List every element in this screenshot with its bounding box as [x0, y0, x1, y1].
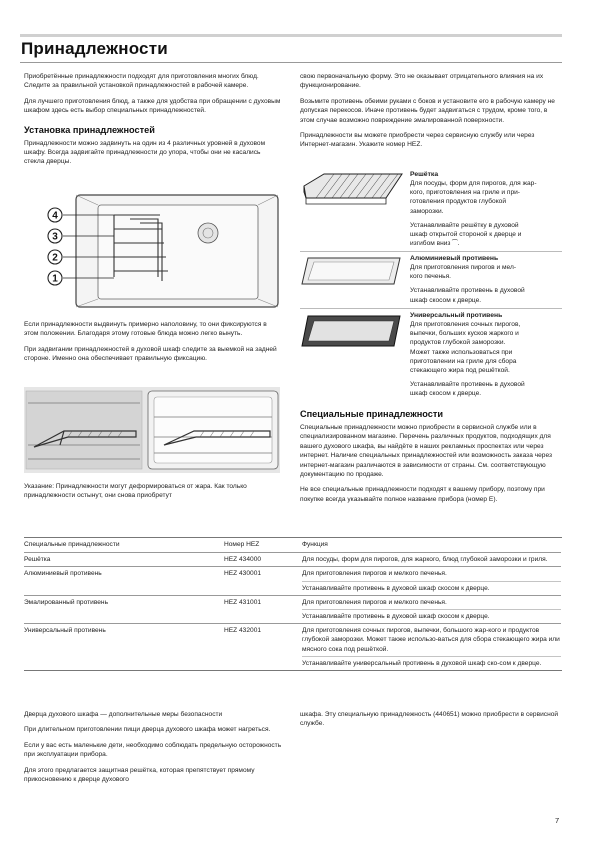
accessory-desc-line: заморозки. [410, 207, 444, 215]
special-paragraph-2: Не все специальные принадлежности подходят к вашему прибору, поэтому при покупке всегда указывайте полное название прибора (номер E). [300, 486, 545, 503]
special-paragraph-1: Специальные принадлежности можно приобрести в сервисной службе или в специализированном магазине. Перечень различных продуктов, подходящих для вашего духового шкафа, вы найдёте в наших рекламных проспектах или через интернет. Наличие специальных принадлежностей или возможность заказа через интернет-магазин различаются в зависимости от страны. См. соответствующую документацию по продаже. [300, 424, 553, 479]
accessory-desc-line: готовления продуктов глубокой [410, 198, 507, 206]
install-heading: Установка принадлежностей [24, 124, 155, 135]
accessory-desc-line: Может также использоваться при [410, 348, 513, 356]
accessory-wire-rack [410, 170, 562, 248]
level-1-label: 1 [52, 273, 58, 285]
accessory-universal-pan [410, 311, 562, 399]
half-pull-paragraph: Если принадлежности выдвинуть примерно наполовину, то они фиксируются в этом положении. Благодаря этому готовые блюда можно легко вынуть. [24, 321, 267, 338]
table-cell-hez: HEZ 434000 [224, 553, 302, 567]
table-cell-hez: HEZ 431001 [224, 595, 302, 623]
level-4-label: 4 [52, 210, 58, 222]
table-bottom-rule [24, 670, 562, 671]
table-header: Специальные принадлежности [24, 541, 120, 548]
level-3-label: 3 [52, 231, 58, 243]
bottom-left-column [24, 710, 282, 790]
page-number: 7 [555, 816, 560, 825]
accessory-desc-line: кого, приготовления на гриле и при- [410, 189, 521, 197]
accessory-hint-line: Устанавливайте противень в духовой [410, 287, 525, 295]
accessory-name: Алюминиевый противень [410, 255, 499, 262]
title-rule [20, 62, 562, 63]
table-cell-name: Эмалированный противень [24, 595, 224, 623]
accessory-hint-line: изгибом вниз ⁀. [410, 240, 460, 248]
right-paragraph-2: Возьмите противень обеими руками с боков и установите его в рабочую камеру не допуская перекосов. Иначе противень будет задвигаться с трудом, кроме того, в этом случае возможно повреждение эмалированной поверхности. [300, 97, 555, 124]
accessory-hint-line: Устанавливайте противень в духовой [410, 381, 525, 389]
accessory-hint-line: шкаф скосом к дверце. [410, 390, 482, 398]
table-cell-function: Устанавливайте противень в духовой шкаф скосом к дверце. [302, 581, 561, 595]
table-header: Номер HEZ [224, 541, 260, 548]
accessory-desc-line: стекающего жира под решёткой. [410, 367, 510, 375]
table-header: Функция [302, 541, 328, 548]
top-rule [20, 34, 562, 37]
accessory-name: Решётка [410, 171, 439, 178]
accessory-desc-line: приготовлении на гриле для сбора [410, 357, 517, 365]
right-column-top [300, 72, 562, 156]
table-cell-name: Универсальный противень [24, 624, 224, 670]
oven-levels-figure [30, 193, 282, 311]
table-cell-function: Устанавливайте универсальный противень в духовой шкаф ско-сом к дверце. [302, 656, 561, 670]
fan-cover-icon [198, 223, 218, 243]
aluminium-tray-image [298, 248, 406, 296]
accessory-hint-line: шкаф скосом к дверце. [410, 296, 482, 304]
table-cell-function: Для приготовления пирогов и мелкого печенья. [302, 567, 561, 581]
door-safety-paragraph: При длительном приготовлении пищи дверца духового шкафа может нагреться. [24, 726, 271, 734]
table-row [24, 595, 561, 609]
intro-paragraph-1: Приобретённые принадлежности подходят для приготовления многих блюд. Следите за правильной установкой принадлежностей в рабочей камере. [24, 73, 259, 90]
table-cell-function: Для приготовления сочных пирогов, выпечки, большого жар-кого и продуктов глубокой заморозки. Может также использо-ваться для сбора стекающего жира или мясного сока под решёткой. [302, 624, 561, 657]
table-row [24, 567, 561, 581]
page-title: Принадлежности [21, 39, 168, 58]
table-cell-function: Для приготовления пирогов и мелкого печенья. [302, 595, 561, 609]
left-column-top [24, 72, 282, 173]
table-cell-hez: HEZ 430001 [224, 567, 302, 595]
accessory-name: Универсальный противень [410, 312, 503, 319]
right-paragraph-1: свою первоначальную форму. Это не оказывает отрицательного влияния на их функционирование. [300, 73, 544, 90]
accessory-hint-line: шкаф открытой стороной к дверце и [410, 231, 522, 239]
table-header-row [24, 538, 561, 553]
special-heading: Специальные принадлежности [300, 409, 444, 419]
table-cell-name: Решётка [24, 553, 224, 567]
table-cell-function: Устанавливайте противень в духовой шкаф скосом к дверце. [302, 610, 561, 624]
wire-rack-image [298, 170, 406, 218]
accessory-divider [300, 251, 562, 252]
accessories-table-wrap [24, 537, 562, 671]
table-cell-hez: HEZ 432001 [224, 624, 302, 670]
accessory-desc-line: Для приготовления пирогов и мел- [410, 264, 517, 271]
door-safety-paragraph: Для этого предлагается защитная решётка, которая препятствует прямому прикосновению к дверце духового [24, 766, 255, 784]
rack-detail-figure [24, 387, 280, 473]
special-accessories-section [300, 409, 562, 510]
right-paragraph-3: Принадлежности вы можете приобрести через сервисную службу или через Интернет-магазин. Укажите номер HEZ. [300, 132, 535, 149]
table-cell-name: Алюминиевый противень [24, 567, 224, 595]
note-paragraph: Указание: Принадлежности могут деформироваться от жара. Как только принадлежности остынут, они снова приобретут [24, 483, 247, 500]
install-paragraph: Принадлежности можно задвинуть на один из 4 различных уровней в духовом шкафу. Всегда задвигайте принадлежности до упора, чтобы они не касались стекла дверцы. [24, 139, 266, 166]
intro-paragraph-2: Для лучшего приготовления блюд, а также для удобства при обращении с духовым шкафом здесь есть выбор специальных принадлежностей. [24, 97, 281, 115]
door-safety-heading: Дверца духового шкафа — дополнительные меры безопасности [24, 711, 223, 718]
accessory-hint-line: Устанавливайте решётку в духовой [410, 221, 519, 229]
accessory-desc-line: продуктов глубокой заморозки. [410, 339, 506, 347]
table-cell-function: Для посуды, форм для пирогов, для жаркого, блюд глубокой заморозки и гриля. [302, 553, 561, 567]
accessory-desc-line: Для посуды, форм для пирогов, для жар- [410, 180, 537, 187]
door-safety-paragraph: Если у вас есть маленькие дети, необходимо соблюдать предельную осторожность при эксплуатации прибора. [24, 741, 282, 759]
table-row [24, 624, 561, 657]
table-row [24, 553, 561, 567]
accessory-desc-line: кого печенья. [410, 273, 451, 281]
accessories-table [24, 538, 561, 670]
accessory-desc-line: выпечки, больших кусков жаркого и [410, 330, 519, 338]
bottom-right-paragraph: шкафа. Эту специальную принадлежность (440651) можно приобрести в сервисной службе. [300, 711, 559, 728]
left-column-middle [24, 320, 282, 370]
notch-paragraph: При задвигании принадлежностей в духовой шкаф следите за выемкой на задней стороне. Именно она обеспечивает правильную фиксацию. [24, 345, 277, 363]
accessory-divider [300, 308, 562, 309]
level-2-label: 2 [52, 252, 58, 264]
accessory-aluminium-tray [410, 254, 562, 305]
universal-pan-image [298, 308, 406, 358]
accessory-desc-line: Для приготовления сочных пирогов, [410, 321, 521, 328]
